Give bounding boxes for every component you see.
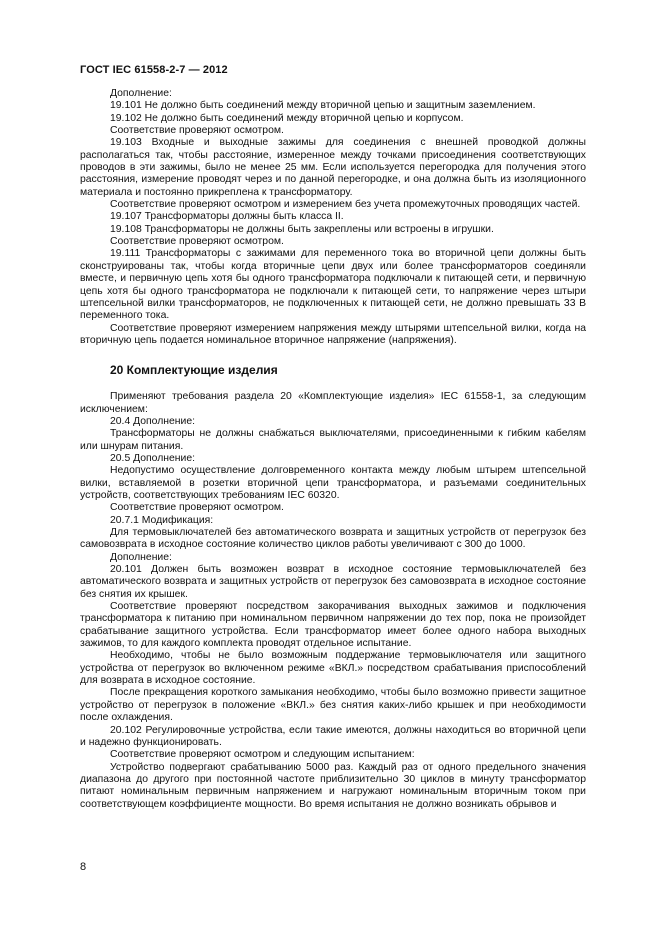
paragraph: Соответствие проверяют измерением напряжения между штырями штепсельной вилки, когда на вторичную цепь подается номинальное вторичное напряжение (напряжения).: [80, 322, 586, 346]
paragraph: 19.101 Не должно быть соединений между вторичной цепью и защитным заземлением.: [110, 100, 536, 112]
paragraph: Соответствие проверяют посредством закорачивания выходных зажимов и подключения трансформатора к питанию при номинальном первичном напряжении до тех пор, пока не произойдет срабатывание защитного устройства. Если трансформатор имеет более одного набора выходных зажимов, то для каждого комплекта проводят отдельное испытание.: [80, 601, 586, 650]
paragraph: Соответствие проверяют осмотром и измерением без учета промежуточных проводящих частей.: [110, 199, 581, 211]
paragraph: Соответствие проверяют осмотром.: [110, 502, 284, 514]
paragraph: 20.7.1 Модификация:: [110, 514, 214, 526]
paragraph: 20.5 Дополнение:: [110, 452, 196, 464]
page-content: [80, 88, 586, 811]
section-heading: 20 Комплектующие изделия: [110, 363, 278, 378]
paragraph: Дополнение:: [110, 551, 172, 563]
paragraph: Трансформаторы не должны снабжаться выключателями, присоединенными к гибким кабелям или шнурам питания.: [80, 428, 586, 452]
paragraph: 19.111 Трансформаторы с зажимами для переменного тока во вторичной цепи должны быть сконструированы так, чтобы когда вторичные цепи двух или более трансформаторов соединяли вместе, и первичную цепь хотя бы одного трансформатора подключали к питающей сети, и первичную цепь хотя бы одного трансформатора не подключали к питающей сети, то напряжение через штыри штепсельной вилки трансформаторов, не подключенных к питающей сети, не должно превышать 33 В переменного тока.: [80, 248, 586, 322]
paragraph: Соответствие проверяют осмотром.: [110, 125, 284, 137]
page-header: ГОСТ IEC 61558-2-7 — 2012: [80, 64, 228, 76]
paragraph: 20.102 Регулировочные устройства, если такие имеются, должны находиться во вторичной цепи и надежно функционировать.: [80, 724, 586, 748]
paragraph: Для термовыключателей без автоматического возврата и защитных устройств от перегрузок без самовозврата в исходное состояние количество циклов работы увеличивают с 300 до 1000.: [80, 527, 586, 551]
paragraph: Соответствие проверяют осмотром и следующим испытанием:: [110, 749, 415, 761]
page-number: 8: [80, 861, 87, 873]
paragraph: 19.103 Входные и выходные зажимы для соединения с внешней проводкой должны располагаться так, чтобы расстояние, измеренное между точками присоединения соответствующих проводов в эти зажимы, было не менее 25 мм. Если используется перегородка для получения этого расстояния, измерение проводят через и по данной перегородке, и она должна быть из изоляционного материала и постоянно прикреплена к трансформатору.: [80, 137, 586, 198]
paragraph: 20.101 Должен быть возможен возврат в исходное состояние термовыключателей без автоматического возврата и защитных устройств от перегрузок без самовозврата в исходное состояние без снятия их крышек.: [80, 564, 586, 600]
paragraph: 19.102 Не должно быть соединений между вторичной цепью и корпусом.: [110, 112, 464, 124]
paragraph: 20.4 Дополнение:: [110, 415, 196, 427]
paragraph: Устройство подвергают срабатыванию 5000 раз. Каждый раз от одного предельного значения диапазона до другого при постоянной частоте приблизительно 30 циклов в минуту трансформатор питают номинальным первичным напряжением и нагружают номинальным вторичным током при соответствующем коэффициенте мощности. Во время испытания не должно возникать обрывов и: [80, 761, 586, 810]
paragraph: Необходимо, чтобы не было возможным поддержание термовыключателя или защитного устройства от перегрузок во включенном режиме «ВКЛ.» посредством срабатывания приспособлений для возврата в исходное состояние.: [80, 650, 586, 687]
paragraph: Дополнение:: [110, 88, 172, 99]
paragraph: После прекращения короткого замыкания необходимо, чтобы было возможно привести защитное устройство от перегрузок в положение «ВКЛ.» без снятия каких-либо крышек и при необходимости после охлаждения.: [80, 687, 586, 724]
paragraph: 19.107 Трансформаторы должны быть класса II.: [110, 211, 344, 223]
paragraph: Соответствие проверяют осмотром.: [110, 236, 284, 248]
paragraph: Применяют требования раздела 20 «Комплектующие изделия» IEC 61558-1, за следующим исключением:: [80, 391, 586, 415]
paragraph: Недопустимо осуществление долговременного контакта между любым штырем штепсельной вилки, вставляемой в розетки вторичной цепи трансформатора, и разъемами соединительных устройств, соответствующих требованиям IEC 60320.: [80, 465, 586, 501]
paragraph: 19.108 Трансформаторы не должны быть закреплены или встроены в игрушки.: [110, 223, 494, 235]
